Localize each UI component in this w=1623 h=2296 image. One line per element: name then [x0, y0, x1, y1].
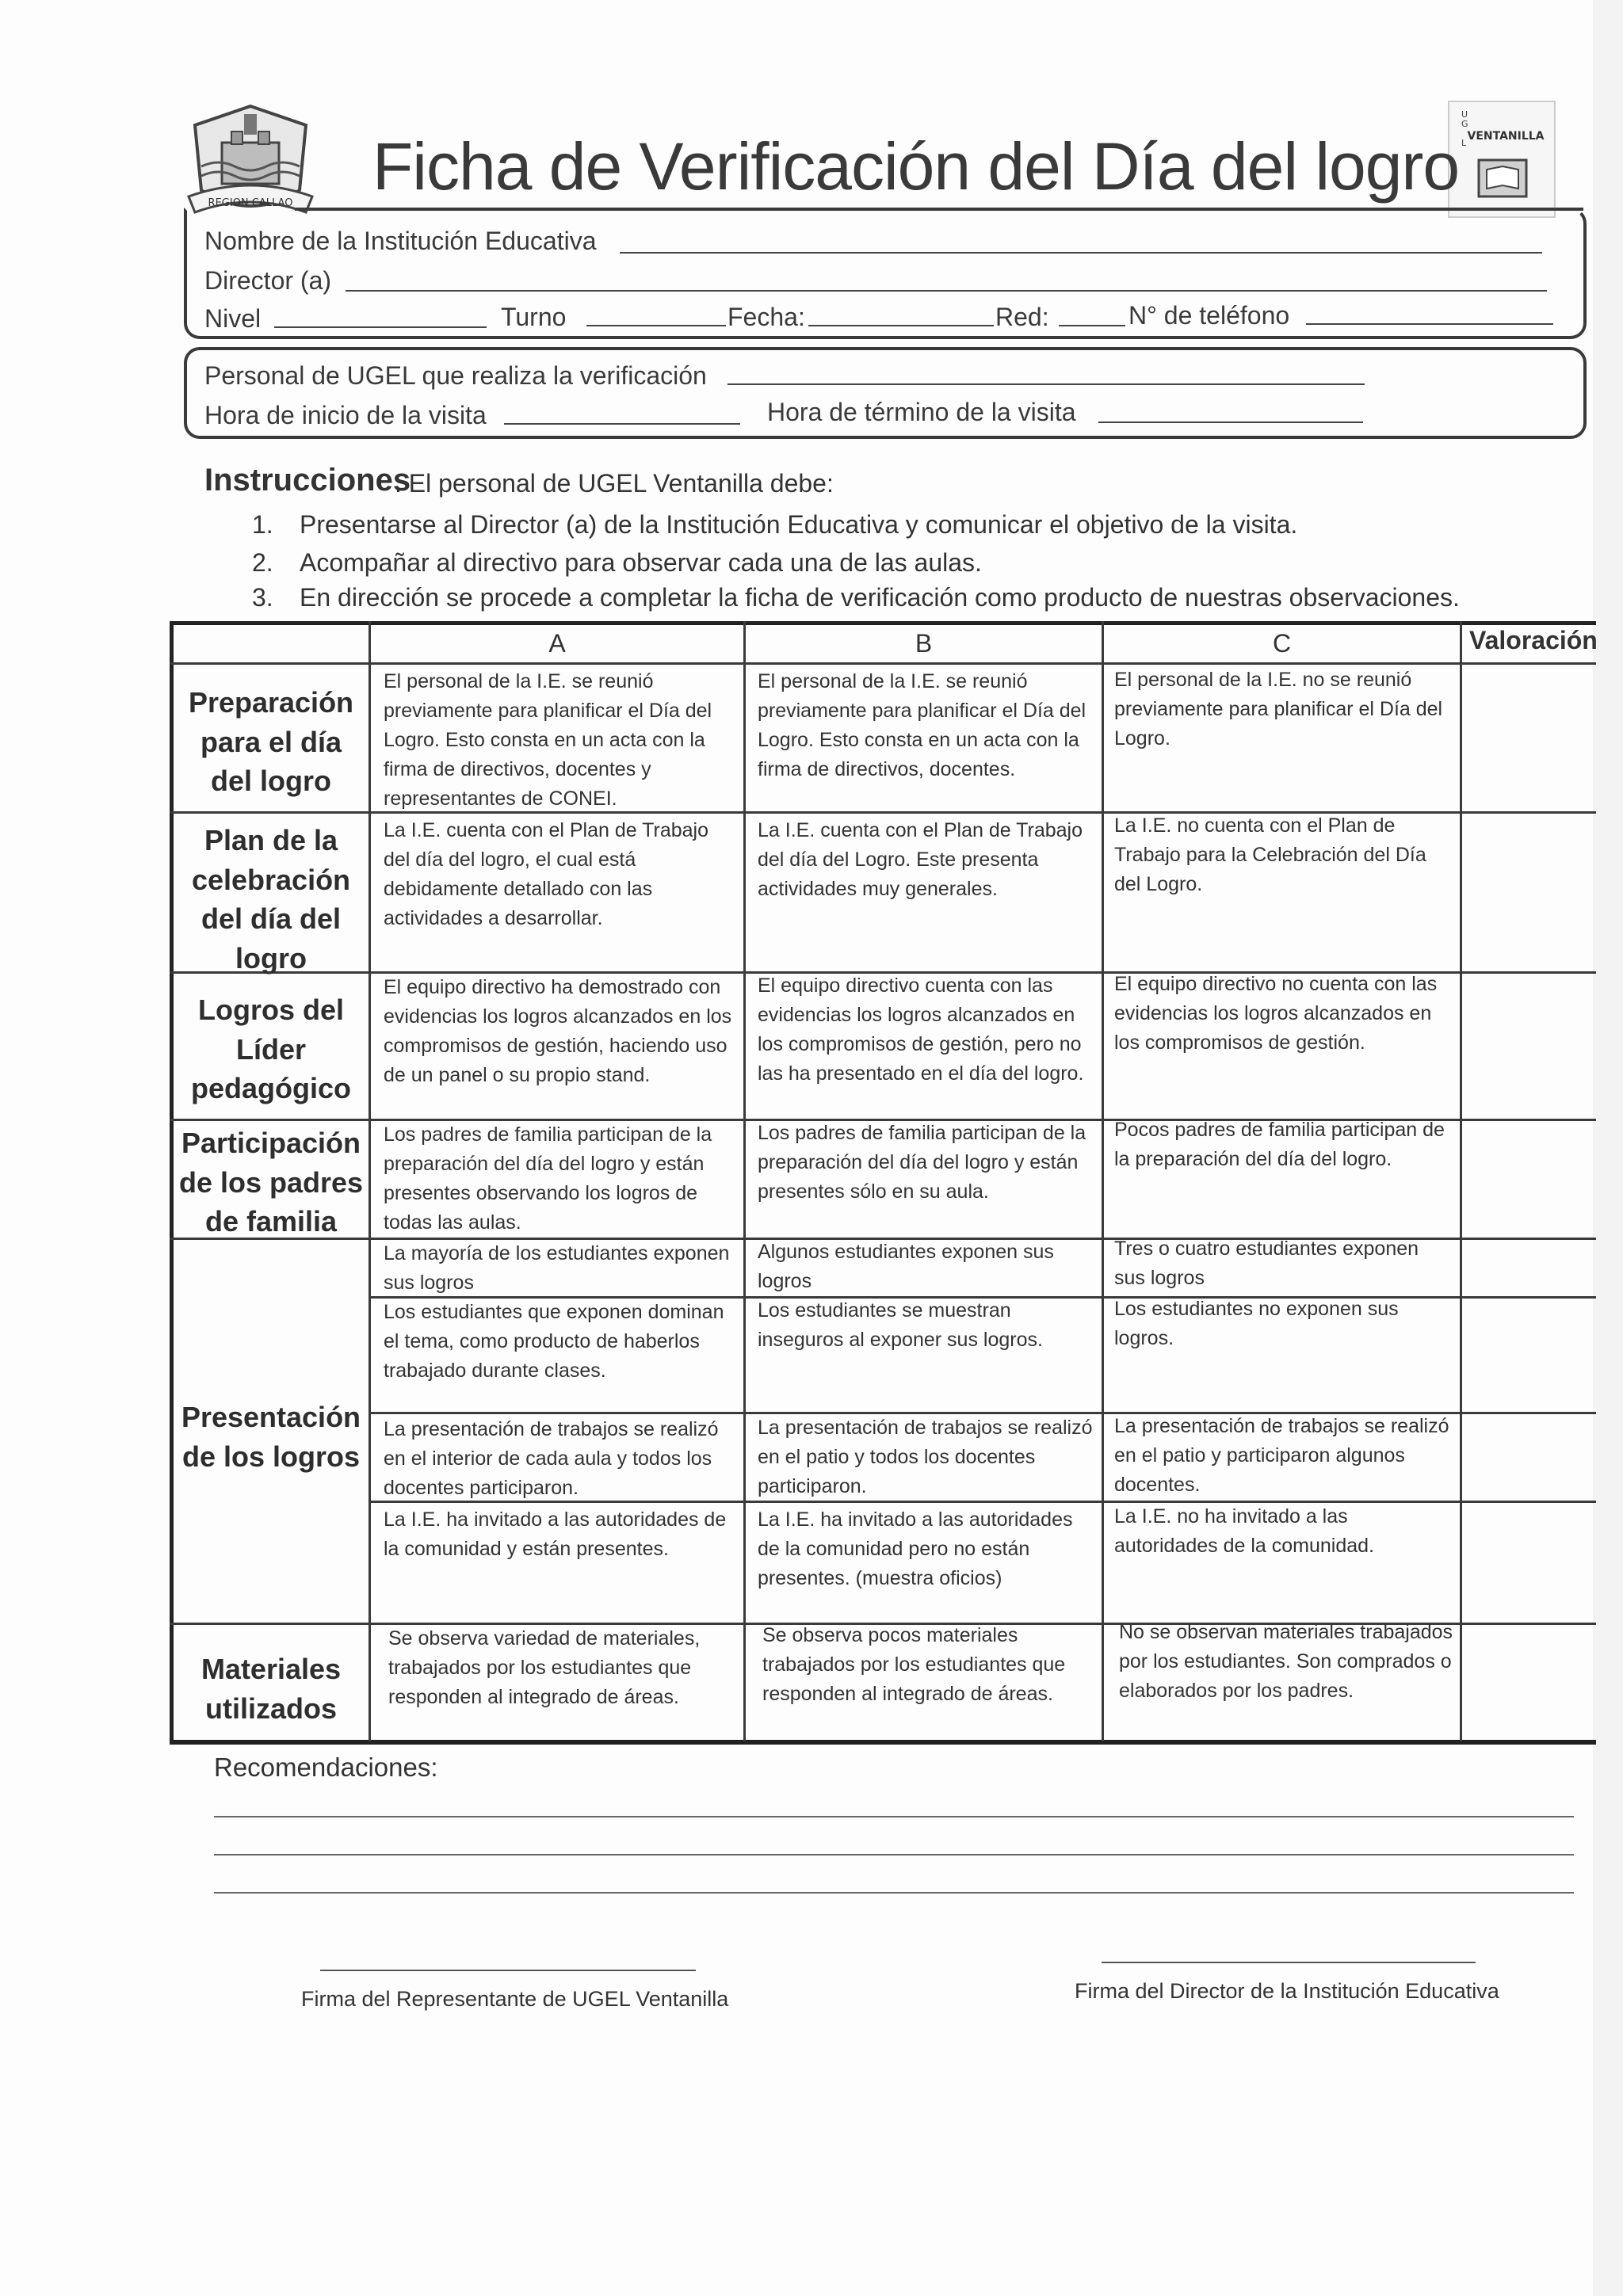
criterion-participacion: Participación de los padres de familia: [178, 1127, 364, 1238]
table-cell: La I.E. no ha invitado a las autoridades de la comunidad.: [1114, 1505, 1375, 1557]
table-cell: Los estudiantes no exponen sus logros.: [1114, 1298, 1399, 1349]
personal-field[interactable]: [727, 383, 1365, 385]
column-header-valoracion: Valoración: [1469, 626, 1598, 654]
col-divider-a: [369, 621, 371, 1741]
nivel-field[interactable]: [274, 326, 487, 328]
nivel-label: Nivel: [204, 304, 262, 333]
table-cell: La presentación de trabajos se realizó en el patio y todos los docentes participaron.: [758, 1417, 1093, 1497]
column-header-b: B: [915, 629, 933, 658]
logo-left-text: REGION CALLAO: [208, 197, 293, 209]
table-cell: La I.E. ha invitado a las autoridades de la comunidad y están presentes.: [384, 1508, 727, 1560]
col-divider-valoracion: [1460, 621, 1462, 1741]
step-text: Presentarse al Director (a) de la Institución Educativa y comunicar el objetivo de la visita.: [300, 510, 1298, 539]
signature-line-ugel[interactable]: [320, 1970, 696, 1971]
table-cell: Se observa pocos materiales trabajados por los estudiantes que responden al integrado de áreas.: [762, 1624, 1066, 1705]
table-cell: Los estudiantes se muestran inseguros al exponer sus logros.: [758, 1299, 1043, 1351]
hora-termino-label: Hora de término de la visita: [767, 398, 1076, 426]
table-cell: Tres o cuatro estudiantes exponen sus logros: [1114, 1238, 1419, 1289]
instructions-heading: Instrucciones: [204, 463, 411, 498]
criterion-plan: Plan de la celebración del día del logro: [191, 824, 351, 975]
signature-label-ugel: Firma del Representante de UGEL Ventanilla: [301, 1987, 729, 2011]
table-cell: La mayoría de los estudiantes exponen sus logros: [384, 1242, 730, 1294]
hora-inicio-label: Hora de inicio de la visita: [204, 401, 487, 429]
table-cell: La I.E. cuenta con el Plan de Trabajo del día del Logro. Este presenta actividades muy generales.: [758, 819, 1083, 900]
table-cell: El personal de la I.E. se reunió previamente para planificar el Día del Logro. Esto consta en un acta con la firma de directivos, docentes y representantes de CONEI.: [384, 670, 712, 810]
telefono-label: N° de teléfono: [1128, 301, 1290, 330]
header-row-divider: [170, 662, 1596, 665]
page-title: Ficha de Verificación del Día del logro: [372, 129, 1460, 204]
table-cell: No se observan materiales trabajados por los estudiantes. Son comprados o elaborados por los padres.: [1119, 1621, 1453, 1702]
step-text: En dirección se procede a completar la ficha de verificación como producto de nuestras observaciones.: [300, 583, 1460, 612]
criterion-presentacion: Presentación de los logros: [181, 1401, 361, 1473]
page-edge: [1593, 0, 1623, 2296]
red-field[interactable]: [1059, 325, 1125, 326]
director-label: Director (a): [204, 266, 332, 295]
criterion-preparacion: Preparación para el día del logro: [188, 686, 354, 798]
step-number: 3.: [252, 583, 273, 612]
table-cell: Los estudiantes que exponen dominan el tema, como producto de haberlos trabajado durante clases.: [384, 1301, 724, 1382]
telefono-field[interactable]: [1306, 323, 1553, 325]
instructions-intro: . El personal de UGEL Ventanilla debe:: [395, 469, 834, 498]
recomendaciones-line[interactable]: [214, 1816, 1574, 1817]
turno-field[interactable]: [586, 325, 726, 326]
red-label: Red:: [995, 303, 1049, 331]
svg-text:L: L: [1461, 138, 1467, 148]
hora-termino-field[interactable]: [1098, 421, 1363, 423]
svg-text:G: G: [1461, 119, 1468, 129]
table-cell: La I.E. ha invitado a las autoridades de la comunidad pero no están presentes. (muestra oficios): [758, 1508, 1073, 1589]
institution-box-top-border: [295, 208, 1583, 211]
table-cell: Los padres de familia participan de la preparación del día del logro y están presentes sólo en su aula.: [758, 1122, 1086, 1203]
recomendaciones-line[interactable]: [214, 1892, 1574, 1894]
fecha-field[interactable]: [808, 325, 994, 326]
table-cell: La presentación de trabajos se realizó en el patio y participaron algunos docentes.: [1114, 1415, 1449, 1496]
hora-inicio-field[interactable]: [504, 423, 740, 425]
table-cell: El equipo directivo cuenta con las evidencias los logros alcanzados en los compromisos de gestión, pero no las ha presentado en el día del logro.: [758, 974, 1084, 1085]
director-field[interactable]: [346, 290, 1547, 292]
table-cell: El personal de la I.E. se reunió previamente para planificar el Día del Logro. Esto consta en un acta con la firma de directivos, docentes.: [758, 670, 1086, 780]
table-cell: Los padres de familia participan de la preparación del día del logro y están presentes observando los logros de todas las aulas.: [384, 1123, 712, 1234]
ugel-ventanilla-logo: [1447, 100, 1556, 219]
turno-label: Turno: [501, 303, 567, 331]
table-cell: El equipo directivo ha demostrado con evidencias los logros alcanzados en los compromisos de gestión, haciendo uso de un panel o su propio stand.: [384, 976, 732, 1086]
table-cell: Pocos padres de familia participan de la preparación del día del logro.: [1114, 1119, 1445, 1170]
svg-text:U: U: [1461, 109, 1468, 120]
table-cell: Algunos estudiantes exponen sus logros: [758, 1241, 1054, 1292]
recomendaciones-line[interactable]: [214, 1854, 1574, 1855]
table-cell: La presentación de trabajos se realizó en el interior de cada aula y todos los docentes participaron.: [384, 1418, 719, 1499]
criterion-logros-lider: Logros del Líder pedagógico: [190, 994, 351, 1105]
table-cell: El personal de la I.E. no se reunió previamente para planificar el Día del Logro.: [1114, 669, 1443, 749]
table-cell: Se observa variedad de materiales, trabajados por los estudiantes que responden al integrado de áreas.: [388, 1627, 701, 1708]
signature-line-director[interactable]: [1102, 1962, 1476, 1963]
step-text: Acompañar al directivo para observar cada una de las aulas.: [300, 548, 982, 577]
institution-name-field[interactable]: [620, 252, 1542, 254]
criterion-materiales: Materiales utilizados: [200, 1653, 342, 1725]
table-cell: El equipo directivo no cuenta con las evidencias los logros alcanzados en los compromisos de gestión.: [1114, 973, 1438, 1054]
recomendaciones-label: Recomendaciones:: [214, 1753, 438, 1782]
table-cell: La I.E. cuenta con el Plan de Trabajo del día del logro, el cual está debidamente detallado con las actividades a desarrollar.: [384, 819, 708, 929]
institution-name-label: Nombre de la Institución Educativa: [204, 227, 597, 255]
table-top-border: [170, 621, 1596, 625]
svg-text:VENTANILLA: VENTANILLA: [1467, 130, 1545, 143]
column-header-a: A: [548, 629, 566, 658]
region-callao-logo: [187, 103, 314, 222]
table-bottom-border: [170, 1740, 1596, 1745]
table-cell: La I.E. no cuenta con el Plan de Trabajo para la Celebración del Día del Logro.: [1114, 814, 1426, 895]
signature-label-director: Firma del Director de la Institución Educativa: [1075, 1979, 1499, 2003]
personal-label: Personal de UGEL que realiza la verificación: [204, 361, 707, 390]
step-number: 2.: [252, 548, 273, 577]
col-divider-c: [1102, 621, 1104, 1741]
col-divider-b: [743, 621, 746, 1741]
table-left-border: [170, 621, 174, 1745]
fecha-label: Fecha:: [727, 303, 805, 331]
step-number: 1.: [252, 510, 273, 539]
column-header-c: C: [1272, 629, 1292, 658]
